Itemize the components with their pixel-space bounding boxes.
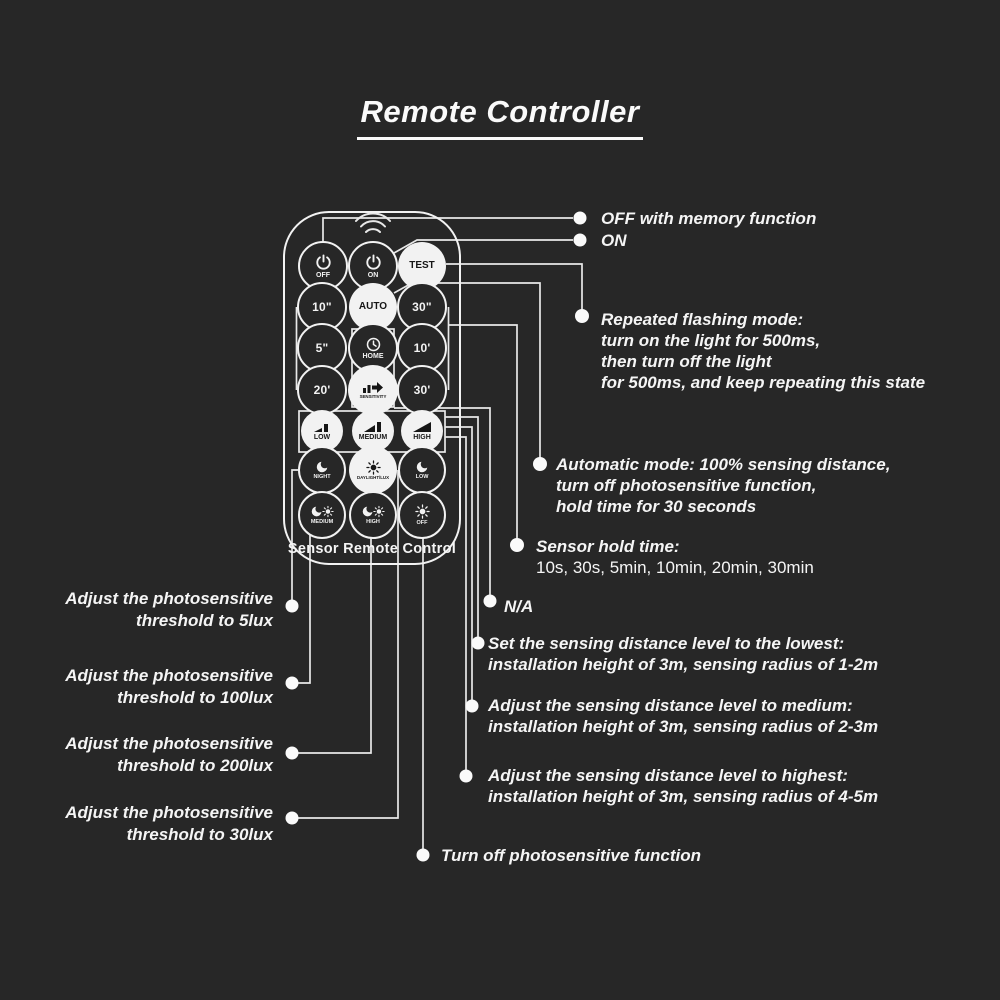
annotation-threshold-200lux: Adjust the photosensitive threshold to 200lux xyxy=(65,734,273,775)
button-label: TEST xyxy=(409,260,435,271)
remote-button-sensitivity xyxy=(348,365,398,415)
button-label: SENSITIVITY xyxy=(359,393,387,399)
button-label: MEDIUM xyxy=(310,518,334,525)
button-label: MEDIUM xyxy=(358,434,388,441)
remote-button-lux-low xyxy=(398,446,446,494)
remote-button-lux-off xyxy=(398,491,446,539)
button-label: HIGH xyxy=(366,518,380,525)
annotation-threshold-30lux: Adjust the photosensitive threshold to 30lux xyxy=(65,803,273,844)
button-label: OFF xyxy=(316,271,330,279)
annotation-photosensitive-off: Turn off photosensitive function xyxy=(441,846,702,865)
annotation-distance-medium: Adjust the sensing distance level to medium: installation height of 3m, sensing radius of 2-3m xyxy=(488,696,879,736)
sun-icon xyxy=(415,504,430,519)
moon-icon xyxy=(315,460,329,474)
sun-icon xyxy=(366,460,381,475)
button-label: HIGH xyxy=(413,434,431,441)
button-label: ON xyxy=(367,271,379,279)
button-label: 10' xyxy=(413,341,431,355)
page-title: Remote Controller xyxy=(0,94,1000,140)
remote-button-20m xyxy=(297,365,347,415)
remote-button-lux-medium xyxy=(298,491,346,539)
button-label: 20' xyxy=(313,383,331,397)
button-label: AUTO xyxy=(358,301,388,312)
button-label: 10" xyxy=(312,300,332,314)
annotation-threshold-5lux: Adjust the photosensitive threshold to 5lux xyxy=(65,589,273,630)
remote-button-daylight-lux xyxy=(349,446,397,494)
moon-icon xyxy=(415,460,429,474)
button-label: 5" xyxy=(315,341,329,355)
moon-sun-icon xyxy=(361,505,385,518)
remote-label: Sensor Remote Control xyxy=(287,541,457,557)
annotation-automatic-mode: Automatic mode: 100% sensing distance, turn off photosensitive function, hold time for 30 seconds xyxy=(556,455,891,516)
button-label: HOME xyxy=(362,352,384,360)
annotation-distance-lowest: Set the sensing distance level to the lowest: installation height of 3m, sensing radius of 1-2m xyxy=(488,634,879,674)
wire-test xyxy=(446,264,582,316)
button-label: 30' xyxy=(413,383,431,397)
remote-button-lux-high xyxy=(349,491,397,539)
annotation-na: N/A xyxy=(504,597,534,616)
button-label: LOW xyxy=(313,434,331,441)
button-label: 30" xyxy=(412,300,432,314)
button-label: NIGHT xyxy=(313,474,331,480)
annotation-off-memory: OFF with memory function xyxy=(601,209,817,228)
button-label: DAYLIGHT/LUX xyxy=(356,474,390,480)
power-icon xyxy=(315,254,332,271)
ramp-high-icon xyxy=(412,421,432,433)
remote-button-night xyxy=(298,446,346,494)
annotation-sensor-hold-time: Sensor hold time: 10s, 30s, 5min, 10min, 20min, 30min xyxy=(536,537,814,577)
button-label: OFF xyxy=(416,519,428,526)
sensitivity-icon xyxy=(362,381,384,394)
clock-icon xyxy=(366,337,381,352)
power-icon xyxy=(365,254,382,271)
annotation-threshold-100lux: Adjust the photosensitive threshold to 100lux xyxy=(65,666,273,707)
moon-sun-icon xyxy=(310,505,334,518)
ramp-medium-icon xyxy=(363,421,383,433)
remote-button-30m xyxy=(397,365,447,415)
annotation-repeated-flashing: Repeated flashing mode: turn on the light for 500ms, then turn off the light for 500ms, and keep repeating this state xyxy=(601,310,926,392)
annotation-on: ON xyxy=(601,231,627,250)
ramp-low-icon xyxy=(312,421,332,433)
button-label: LOW xyxy=(415,474,429,480)
annotation-distance-highest: Adjust the sensing distance level to highest: installation height of 3m, sensing radius of 4-5m xyxy=(488,766,879,806)
